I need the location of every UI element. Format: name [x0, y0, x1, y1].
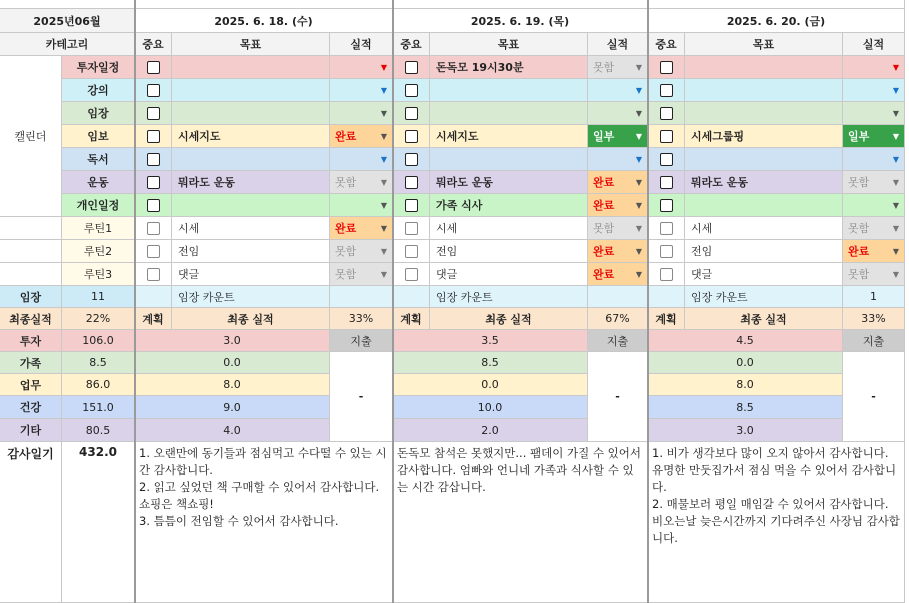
chevron-down-icon[interactable]: ▼ — [635, 62, 642, 72]
category-label: 루틴1 — [62, 217, 135, 240]
category-value[interactable]: 0.0 — [393, 374, 588, 396]
category-value[interactable]: 3.0 — [135, 330, 330, 352]
goal-input[interactable]: 돈독모 19시30분 — [430, 56, 588, 79]
important-checkbox-cell — [648, 263, 685, 286]
important-checkbox[interactable] — [660, 61, 673, 74]
summary-label: 업무 — [0, 374, 62, 396]
summary-value: 80.5 — [62, 419, 135, 442]
goal-col-header: 목표 — [172, 33, 330, 56]
category-value[interactable]: 0.0 — [648, 352, 843, 374]
important-checkbox-cell — [648, 217, 685, 240]
result-value: 일부 — [593, 130, 615, 143]
category-value[interactable]: 4.0 — [135, 419, 330, 442]
important-checkbox-cell — [648, 171, 685, 194]
important-checkbox[interactable] — [147, 130, 160, 143]
summary-label: 최종실적 — [0, 308, 62, 330]
goal-input[interactable] — [172, 56, 330, 79]
category-label: 루틴2 — [62, 240, 135, 263]
chevron-down-icon[interactable]: ▼ — [380, 223, 387, 233]
summary-label: 투자 — [0, 330, 62, 352]
goal-input[interactable] — [685, 102, 843, 125]
important-checkbox-cell — [135, 79, 172, 102]
important-checkbox-cell — [135, 217, 172, 240]
important-checkbox-cell — [135, 56, 172, 79]
gratitude-memo[interactable]: 1. 비가 생각보다 많이 오지 않아서 감사합니다. 유명한 만둣집가서 점심 먹을 수 있어서 감사합니다. 2. 매물보러 평일 매임갈 수 있어서 감사합니다. 비오는날 늦은시간까지 기다려주신 사장님 감사합니다. — [648, 442, 905, 603]
result-dropdown[interactable] — [588, 125, 648, 148]
chevron-down-icon[interactable]: ▼ — [892, 108, 899, 118]
goal-input[interactable] — [685, 194, 843, 217]
important-checkbox[interactable] — [660, 199, 673, 212]
chevron-down-icon[interactable]: ▼ — [380, 154, 387, 164]
goal-input[interactable]: 시세 — [172, 217, 330, 240]
important-checkbox[interactable] — [660, 245, 673, 258]
important-checkbox[interactable] — [405, 84, 418, 97]
category-label: 운동 — [62, 171, 135, 194]
result-dropdown[interactable] — [588, 217, 648, 240]
result-dropdown[interactable] — [588, 79, 648, 102]
important-checkbox-cell — [393, 171, 430, 194]
goal-input[interactable]: 뭐라도 운동 — [430, 171, 588, 194]
important-checkbox-cell — [648, 56, 685, 79]
important-checkbox-cell — [648, 79, 685, 102]
important-checkbox-cell — [393, 194, 430, 217]
goal-input[interactable]: 뭐라도 운동 — [172, 171, 330, 194]
category-value[interactable]: 0.0 — [135, 352, 330, 374]
summary-value: 11 — [62, 286, 135, 308]
final-result-label: 최종 실적 — [685, 308, 843, 330]
chevron-down-icon[interactable]: ▼ — [892, 223, 899, 233]
result-dropdown[interactable] — [843, 125, 905, 148]
imjang-count-value[interactable]: 1 — [843, 286, 905, 308]
gratitude-memo[interactable]: 돈독모 참석은 못했지만... 팸데이 가질 수 있어서 감사합니다. 엄빠와 언니네 가족과 식사할 수 있는 시간 감삽니다. — [393, 442, 648, 603]
goal-input[interactable]: 댓글 — [685, 263, 843, 286]
important-checkbox-cell — [393, 263, 430, 286]
result-value: 완료 — [593, 245, 615, 258]
result-dropdown[interactable] — [588, 194, 648, 217]
category-value[interactable]: 9.0 — [135, 396, 330, 419]
category-value[interactable]: 3.0 — [648, 419, 843, 442]
category-label: 임보 — [62, 125, 135, 148]
final-result-label: 최종 실적 — [172, 308, 330, 330]
result-value: 못함 — [593, 222, 615, 235]
category-value[interactable]: 3.5 — [393, 330, 588, 352]
important-checkbox[interactable] — [147, 84, 160, 97]
important-checkbox-cell — [135, 263, 172, 286]
plan-label: 계획 — [648, 308, 685, 330]
goal-input[interactable] — [685, 79, 843, 102]
day-separator — [392, 0, 394, 603]
chevron-down-icon[interactable]: ▼ — [892, 62, 899, 72]
important-checkbox[interactable] — [660, 107, 673, 120]
important-checkbox-cell — [135, 102, 172, 125]
chevron-down-icon[interactable]: ▼ — [892, 269, 899, 279]
month-label[interactable]: 2025년06월 — [0, 9, 135, 33]
expense-value[interactable]: - — [588, 352, 648, 442]
expense-label: 지출 — [843, 330, 905, 352]
result-value: 완료 — [335, 222, 357, 235]
top-strip-cell — [135, 0, 393, 9]
goal-input[interactable] — [430, 79, 588, 102]
important-checkbox-cell — [648, 240, 685, 263]
imjang-blank — [393, 286, 430, 308]
category-label: 독서 — [62, 148, 135, 171]
important-checkbox[interactable] — [147, 176, 160, 189]
important-checkbox-cell — [135, 240, 172, 263]
goal-input[interactable] — [430, 148, 588, 171]
important-checkbox-cell — [393, 102, 430, 125]
result-value: 완료 — [593, 199, 615, 212]
result-value: 못함 — [593, 61, 615, 74]
gratitude-total: 432.0 — [62, 442, 135, 603]
important-checkbox[interactable] — [147, 245, 160, 258]
important-checkbox[interactable] — [405, 268, 418, 281]
chevron-down-icon[interactable]: ▼ — [380, 177, 387, 187]
chevron-down-icon[interactable]: ▼ — [635, 246, 642, 256]
result-dropdown[interactable] — [843, 217, 905, 240]
important-checkbox[interactable] — [405, 222, 418, 235]
goal-input[interactable] — [685, 148, 843, 171]
important-col-header: 중요 — [393, 33, 430, 56]
result-col-header: 실적 — [330, 33, 393, 56]
imjang-blank — [135, 286, 172, 308]
important-checkbox-cell — [393, 125, 430, 148]
category-label: 투자일정 — [62, 56, 135, 79]
important-checkbox[interactable] — [660, 268, 673, 281]
result-dropdown[interactable] — [588, 102, 648, 125]
imjang-count-value[interactable] — [588, 286, 648, 308]
goal-input[interactable] — [685, 56, 843, 79]
category-label: 개인일정 — [62, 194, 135, 217]
important-checkbox-cell — [393, 79, 430, 102]
summary-value: 151.0 — [62, 396, 135, 419]
result-value: 완료 — [848, 245, 870, 258]
chevron-down-icon[interactable]: ▼ — [892, 200, 899, 210]
important-checkbox-cell — [135, 148, 172, 171]
goal-input[interactable]: 가족 식사 — [430, 194, 588, 217]
result-dropdown[interactable] — [843, 102, 905, 125]
important-checkbox[interactable] — [660, 222, 673, 235]
goal-input[interactable]: 시세 — [430, 217, 588, 240]
category-value[interactable]: 8.5 — [393, 352, 588, 374]
result-dropdown[interactable] — [843, 194, 905, 217]
top-strip-cell — [393, 0, 648, 9]
important-checkbox[interactable] — [660, 176, 673, 189]
important-checkbox[interactable] — [660, 130, 673, 143]
result-value: 일부 — [848, 130, 870, 143]
result-value: 못함 — [848, 176, 870, 189]
goal-input[interactable] — [430, 102, 588, 125]
result-value: 완료 — [335, 130, 357, 143]
expense-label: 지출 — [330, 330, 393, 352]
important-checkbox-cell — [135, 171, 172, 194]
important-checkbox-cell — [648, 102, 685, 125]
result-dropdown[interactable] — [330, 217, 393, 240]
gratitude-label: 감사일기 — [0, 442, 62, 603]
expense-label: 지출 — [588, 330, 648, 352]
result-dropdown[interactable] — [843, 79, 905, 102]
important-checkbox-cell — [648, 148, 685, 171]
important-checkbox[interactable] — [147, 268, 160, 281]
imjang-count-label: 임장 카운트 — [685, 286, 843, 308]
category-value[interactable]: 8.0 — [135, 374, 330, 396]
chevron-down-icon[interactable]: ▼ — [635, 223, 642, 233]
chevron-down-icon[interactable]: ▼ — [635, 200, 642, 210]
category-value[interactable]: 8.0 — [648, 374, 843, 396]
day-date-1[interactable]: 2025. 6. 19. (목) — [393, 9, 648, 33]
goal-input[interactable] — [172, 79, 330, 102]
important-checkbox-cell — [393, 217, 430, 240]
result-value: 못함 — [335, 245, 357, 258]
day-separator — [134, 0, 136, 603]
chevron-down-icon[interactable]: ▼ — [635, 108, 642, 118]
result-value: 못함 — [848, 222, 870, 235]
goal-input[interactable]: 댓글 — [430, 263, 588, 286]
top-strip-cell — [0, 0, 135, 9]
result-dropdown[interactable] — [330, 240, 393, 263]
summary-value: 22% — [62, 308, 135, 330]
important-checkbox[interactable] — [147, 222, 160, 235]
summary-label: 임장 — [0, 286, 62, 308]
final-result-pct: 33% — [330, 308, 393, 330]
chevron-down-icon[interactable]: ▼ — [380, 246, 387, 256]
important-col-header: 중요 — [648, 33, 685, 56]
result-col-header: 실적 — [843, 33, 905, 56]
category-value[interactable]: 10.0 — [393, 396, 588, 419]
goal-col-header: 목표 — [430, 33, 588, 56]
chevron-down-icon[interactable]: ▼ — [380, 85, 387, 95]
final-result-pct: 67% — [588, 308, 648, 330]
result-dropdown[interactable] — [330, 194, 393, 217]
important-checkbox[interactable] — [405, 176, 418, 189]
goal-input[interactable]: 뭐라도 운동 — [685, 171, 843, 194]
goal-input[interactable]: 시세지도 — [172, 125, 330, 148]
goal-input[interactable] — [172, 194, 330, 217]
day-date-0[interactable]: 2025. 6. 18. (수) — [135, 9, 393, 33]
important-checkbox[interactable] — [405, 107, 418, 120]
day-date-2[interactable]: 2025. 6. 20. (금) — [648, 9, 905, 33]
gratitude-memo[interactable]: 1. 오랜만에 동기들과 점심먹고 수다떨 수 있는 시간 감사합니다. 2. 읽고 싶었던 책 구매할 수 있어서 감사합니다. 쇼핑은 책쇼핑! 3. 틈틈이 전임할 수 있어서 감사합니다. — [135, 442, 393, 603]
chevron-down-icon[interactable]: ▼ — [635, 269, 642, 279]
important-checkbox-cell — [648, 194, 685, 217]
goal-input[interactable]: 시세지도 — [430, 125, 588, 148]
important-checkbox[interactable] — [147, 199, 160, 212]
goal-input[interactable] — [172, 148, 330, 171]
final-result-label: 최종 실적 — [430, 308, 588, 330]
important-checkbox-cell — [135, 194, 172, 217]
blank-cell — [0, 263, 62, 286]
blank-cell — [0, 217, 62, 240]
important-checkbox-cell — [393, 148, 430, 171]
category-value[interactable]: 4.5 — [648, 330, 843, 352]
result-dropdown[interactable] — [330, 263, 393, 286]
summary-label: 기타 — [0, 419, 62, 442]
important-checkbox[interactable] — [405, 153, 418, 166]
important-checkbox-cell — [135, 125, 172, 148]
goal-input[interactable]: 전임 — [172, 240, 330, 263]
important-checkbox[interactable] — [147, 61, 160, 74]
chevron-down-icon[interactable]: ▼ — [380, 269, 387, 279]
result-dropdown[interactable] — [843, 148, 905, 171]
plan-label: 계획 — [135, 308, 172, 330]
category-value[interactable]: 2.0 — [393, 419, 588, 442]
day-separator — [647, 0, 649, 603]
chevron-down-icon[interactable]: ▼ — [380, 131, 387, 141]
important-checkbox-cell — [393, 56, 430, 79]
chevron-down-icon[interactable]: ▼ — [380, 108, 387, 118]
chevron-down-icon[interactable]: ▼ — [892, 177, 899, 187]
result-dropdown[interactable] — [588, 263, 648, 286]
result-dropdown[interactable] — [330, 56, 393, 79]
blank-cell — [0, 240, 62, 263]
chevron-down-icon[interactable]: ▼ — [635, 154, 642, 164]
important-checkbox[interactable] — [405, 61, 418, 74]
expense-value[interactable]: - — [330, 352, 393, 442]
summary-label: 가족 — [0, 352, 62, 374]
goal-col-header: 목표 — [685, 33, 843, 56]
chevron-down-icon[interactable]: ▼ — [892, 246, 899, 256]
goal-input[interactable]: 시세그룹핑 — [685, 125, 843, 148]
result-dropdown[interactable] — [843, 263, 905, 286]
important-checkbox[interactable] — [405, 245, 418, 258]
category-label: 루틴3 — [62, 263, 135, 286]
imjang-count-label: 임장 카운트 — [430, 286, 588, 308]
important-checkbox[interactable] — [405, 130, 418, 143]
chevron-down-icon[interactable]: ▼ — [635, 85, 642, 95]
important-checkbox[interactable] — [660, 84, 673, 97]
result-value: 완료 — [593, 176, 615, 189]
important-checkbox[interactable] — [405, 199, 418, 212]
result-col-header: 실적 — [588, 33, 648, 56]
expense-value[interactable]: - — [843, 352, 905, 442]
category-label: 임장 — [62, 102, 135, 125]
result-dropdown[interactable] — [588, 171, 648, 194]
imjang-blank — [648, 286, 685, 308]
goal-input[interactable]: 전임 — [685, 240, 843, 263]
result-dropdown[interactable] — [588, 56, 648, 79]
summary-value: 86.0 — [62, 374, 135, 396]
summary-label: 건강 — [0, 396, 62, 419]
important-checkbox-cell — [648, 125, 685, 148]
result-dropdown[interactable] — [588, 240, 648, 263]
final-result-pct: 33% — [843, 308, 905, 330]
goal-input[interactable]: 전임 — [430, 240, 588, 263]
important-checkbox[interactable] — [147, 153, 160, 166]
imjang-count-value[interactable] — [330, 286, 393, 308]
chevron-down-icon[interactable]: ▼ — [635, 131, 642, 141]
category-header: 카테고리 — [0, 33, 135, 56]
result-value: 완료 — [593, 268, 615, 281]
summary-value: 106.0 — [62, 330, 135, 352]
goal-input[interactable]: 시세 — [685, 217, 843, 240]
summary-value: 8.5 — [62, 352, 135, 374]
result-value: 못함 — [335, 176, 357, 189]
result-dropdown[interactable] — [330, 148, 393, 171]
chevron-down-icon[interactable]: ▼ — [892, 85, 899, 95]
chevron-down-icon[interactable]: ▼ — [635, 177, 642, 187]
chevron-down-icon[interactable]: ▼ — [892, 154, 899, 164]
calendar-label: 캘린더 — [0, 56, 62, 217]
goal-input[interactable] — [172, 102, 330, 125]
goal-input[interactable]: 댓글 — [172, 263, 330, 286]
chevron-down-icon[interactable]: ▼ — [380, 200, 387, 210]
result-value: 못함 — [335, 268, 357, 281]
chevron-down-icon[interactable]: ▼ — [892, 131, 899, 141]
category-label: 강의 — [62, 79, 135, 102]
result-dropdown[interactable] — [330, 125, 393, 148]
plan-label: 계획 — [393, 308, 430, 330]
result-dropdown[interactable] — [330, 171, 393, 194]
important-checkbox[interactable] — [660, 153, 673, 166]
result-dropdown[interactable] — [843, 171, 905, 194]
important-checkbox-cell — [393, 240, 430, 263]
important-col-header: 중요 — [135, 33, 172, 56]
result-value: 못함 — [848, 268, 870, 281]
chevron-down-icon[interactable]: ▼ — [380, 62, 387, 72]
result-dropdown[interactable] — [588, 148, 648, 171]
result-dropdown[interactable] — [330, 102, 393, 125]
result-dropdown[interactable] — [843, 56, 905, 79]
category-value[interactable]: 8.5 — [648, 396, 843, 419]
imjang-count-label: 임장 카운트 — [172, 286, 330, 308]
top-strip-cell — [648, 0, 905, 9]
result-dropdown[interactable] — [843, 240, 905, 263]
important-checkbox[interactable] — [147, 107, 160, 120]
result-dropdown[interactable] — [330, 79, 393, 102]
